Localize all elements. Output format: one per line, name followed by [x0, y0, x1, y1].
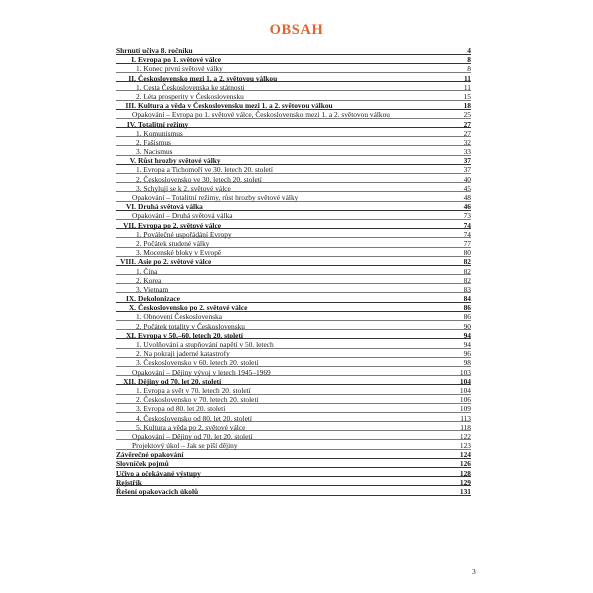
- chapter-title: Dekolonizace: [138, 294, 180, 304]
- section-title: 1. Komunismus: [136, 128, 183, 138]
- page-ref: 77: [463, 238, 471, 248]
- toc-entry: [116, 395, 471, 404]
- section-title: 1. Evropa a svět v 70. letech 20. století: [136, 385, 251, 395]
- page-ref: 32: [463, 137, 471, 147]
- section-title: 2. Léta prosperity v Československu: [136, 91, 244, 101]
- page-ref: 118: [460, 422, 471, 432]
- toc-entry: [116, 211, 471, 220]
- review-title: Opakování – Totalitní režimy, růst hrozby světové války: [132, 193, 299, 202]
- page-number: 3: [472, 567, 476, 576]
- section-title: 2. Na pokraji jaderné katastrofy: [136, 349, 230, 359]
- chapter-title: Evropa v 50.–60. letech 20. století: [138, 330, 243, 340]
- review-title: Opakování – Dějiny vývoj v letech 1945–1969: [132, 367, 271, 377]
- toc-entry: [116, 404, 471, 413]
- part-title: Závěrečné opakování: [116, 450, 184, 460]
- toc-entry: [116, 239, 471, 248]
- section-title: 1. Uvolňování a stupňování napětí v 50. letech: [136, 340, 274, 349]
- toc-entry: [116, 487, 471, 496]
- section-title: 1. Obnovení Československa: [136, 312, 223, 322]
- toc-entry: [116, 331, 471, 340]
- toc-entry: [116, 230, 471, 239]
- page-ref: 11: [464, 73, 471, 83]
- page-ref: 124: [459, 450, 471, 460]
- review-title: Opakování – Evropa po 1. světové válce, Československo mezi 1. a 2. světovou válkou: [132, 110, 391, 120]
- section-title: 2. Československo v 70. letech 20. století: [136, 395, 259, 405]
- page-ref: 8: [467, 64, 471, 74]
- page-ref: 94: [463, 330, 471, 340]
- toc-entry: [116, 55, 471, 64]
- section-title: 1. Čína: [136, 266, 158, 276]
- chapter-number: II.: [128, 73, 136, 83]
- page-ref: 25: [463, 110, 471, 120]
- toc-entry: [116, 414, 471, 423]
- chapter-number: I.: [131, 55, 136, 65]
- section-title: 3. Československo v 60. letech 20. století: [136, 358, 259, 368]
- review-title: Projektový úkol – Jak se píší dějiny: [132, 441, 238, 451]
- section-title: 2. Československo ve 30. letech 20. století: [136, 174, 262, 184]
- section-title: 2. Fašismus: [136, 137, 171, 147]
- page-ref: 129: [459, 477, 471, 487]
- page-ref: 48: [463, 193, 471, 202]
- toc-entry: [116, 156, 471, 165]
- page-ref: 33: [463, 147, 471, 157]
- page-ref: 83: [463, 284, 471, 294]
- section-title: 4. Československo od 80. let 20. století: [136, 413, 252, 423]
- page-ref: 96: [463, 349, 471, 359]
- chapter-title: Růst hrozby světové války: [138, 156, 221, 166]
- page-ref: 98: [463, 358, 471, 368]
- chapter-title: Československo mezi 1. a 2. světovou válkou: [138, 73, 278, 83]
- toc-entry: [116, 377, 471, 386]
- toc-entry: [116, 120, 471, 129]
- chapter-title: Druhá světová válka: [138, 202, 203, 212]
- toc-entry: [116, 441, 471, 450]
- chapter-number: IX.: [125, 294, 136, 304]
- toc-entry: [116, 276, 471, 285]
- chapter-number: VIII.: [120, 257, 136, 267]
- table-of-contents: [116, 46, 471, 496]
- section-title: 3. Nacismus: [136, 147, 173, 157]
- part-title: Slovníček pojmů: [116, 459, 169, 469]
- page-ref: 46: [463, 202, 471, 212]
- toc-entry: [116, 340, 471, 349]
- toc-entry: [116, 285, 471, 294]
- section-title: 2. Korea: [136, 275, 162, 285]
- toc-entry: [116, 432, 471, 441]
- toc-entry: [116, 74, 471, 83]
- part-title: Učivo a očekávané výstupy: [116, 468, 201, 478]
- page-ref: 86: [463, 303, 471, 313]
- page-ref: 40: [463, 174, 471, 184]
- chapter-title: Evropa po 2. světové válce: [138, 220, 222, 230]
- part-title: Rejstřík: [116, 477, 142, 487]
- toc-entry: [116, 248, 471, 257]
- toc-entry: [116, 267, 471, 276]
- page-ref: 106: [459, 395, 471, 405]
- page-ref: 123: [459, 441, 471, 451]
- toc-entry: [116, 46, 471, 55]
- chapter-number: IV.: [126, 119, 136, 129]
- toc-entry: [116, 386, 471, 395]
- toc-entry: [116, 312, 471, 321]
- page-ref: 82: [463, 275, 471, 285]
- toc-entry: [116, 110, 471, 119]
- section-title: 3. Vietnam: [136, 284, 169, 294]
- chapter-number: VII.: [123, 220, 136, 230]
- chapter-title: Dějiny od 70. let 20. století: [138, 376, 222, 386]
- section-title: 1. Cesta Československa ke státnosti: [136, 82, 245, 92]
- page-ref: 80: [463, 248, 471, 258]
- section-title: 5. Kultura a věda po 2. světové válce: [136, 422, 246, 432]
- toc-entry: [116, 165, 471, 174]
- page-ref: 94: [463, 340, 471, 349]
- page-ref: 128: [459, 468, 471, 478]
- toc-entry: [116, 193, 471, 202]
- page-ref: 8: [467, 55, 471, 65]
- page-ref: 126: [459, 459, 471, 469]
- toc-entry: [116, 322, 471, 331]
- chapter-title: Asie po 2. světové válce: [138, 257, 212, 267]
- page-ref: 27: [463, 128, 471, 138]
- toc-entry: [116, 349, 471, 358]
- toc-entry: [116, 423, 471, 432]
- toc-entry: [116, 64, 471, 73]
- chapter-number: XI.: [125, 330, 136, 340]
- chapter-title: Československo po 2. světové válce: [138, 303, 248, 313]
- toc-entry: [116, 358, 471, 367]
- toc-entry: [116, 184, 471, 193]
- page-ref: 82: [463, 266, 471, 276]
- page-ref: 37: [463, 156, 471, 166]
- page-ref: 18: [463, 101, 471, 111]
- review-title: Opakování – Druhá světová válka: [132, 211, 233, 221]
- toc-entry: [116, 147, 471, 156]
- toc-entry: [116, 129, 471, 138]
- page-ref: 122: [459, 431, 471, 441]
- page-title: OBSAH: [269, 22, 324, 38]
- chapter-number: XII.: [123, 376, 136, 386]
- toc-entry: [116, 221, 471, 230]
- page-ref: 74: [463, 229, 471, 239]
- section-title: 1. Konec první světové války: [136, 64, 223, 74]
- section-title: 3. Evropa od 80. let 20. století: [136, 404, 226, 414]
- page-ref: 131: [459, 487, 471, 496]
- page-ref: 82: [463, 257, 471, 267]
- toc-entry: [116, 138, 471, 147]
- page-ref: 90: [463, 321, 471, 331]
- page-ref: 109: [459, 404, 471, 414]
- chapter-title: Kultura a věda v Československu mezi 1. a 2. světovou válkou: [138, 101, 333, 111]
- page-ref: 11: [463, 82, 471, 92]
- section-title: 3. Mocenské bloky v Evropě: [136, 248, 222, 258]
- toc-entry: [116, 101, 471, 110]
- page-ref: 104: [459, 385, 471, 395]
- page-ref: 84: [463, 294, 471, 304]
- section-title: 2. Počátek studené války: [136, 238, 210, 248]
- toc-entry: [116, 257, 471, 266]
- chapter-title: Evropa po 1. světové válce: [138, 55, 222, 65]
- chapter-number: III.: [125, 101, 136, 111]
- toc-entry: [116, 92, 471, 101]
- page-ref: 103: [459, 367, 471, 377]
- page-ref: 15: [463, 91, 471, 101]
- page-ref: 104: [459, 376, 471, 386]
- toc-entry: [116, 478, 471, 487]
- page-ref: 74: [463, 220, 471, 230]
- section-title: 1. Evropa a Tichomoří ve 30. letech 20. století: [136, 165, 273, 175]
- toc-entry: [116, 450, 471, 459]
- page-ref: 4: [467, 46, 471, 55]
- chapter-number: VI.: [125, 202, 136, 212]
- section-title: 1. Poválečné uspořádání Evropy: [136, 229, 232, 239]
- page-ref: 45: [463, 183, 471, 193]
- toc-entry: [116, 175, 471, 184]
- section-title: 3. Schylují se k 2. světové válce: [136, 183, 231, 193]
- chapter-number: X.: [128, 303, 136, 313]
- page-ref: 113: [460, 413, 471, 423]
- page-ref: 73: [463, 211, 471, 221]
- page-ref: 27: [463, 119, 471, 129]
- toc-entry: [116, 368, 471, 377]
- page-ref: 86: [463, 312, 471, 322]
- toc-entry: [116, 294, 471, 303]
- toc-entry: [116, 83, 471, 92]
- section-title: 2. Počátek totality v Československu: [136, 321, 246, 331]
- toc-entry: [116, 459, 471, 468]
- toc-entry: [116, 469, 471, 478]
- page-ref: 37: [463, 165, 471, 175]
- chapter-title: Totalitní režimy: [138, 119, 189, 129]
- chapter-number: V.: [129, 156, 136, 166]
- toc-entry: [116, 202, 471, 211]
- part-title: Shrnutí učiva 8. ročníku: [116, 46, 193, 55]
- part-title: Řešení opakovacích úkolů: [116, 487, 199, 496]
- review-title: Opakování – Dějiny od 70. let 20. století: [132, 431, 253, 441]
